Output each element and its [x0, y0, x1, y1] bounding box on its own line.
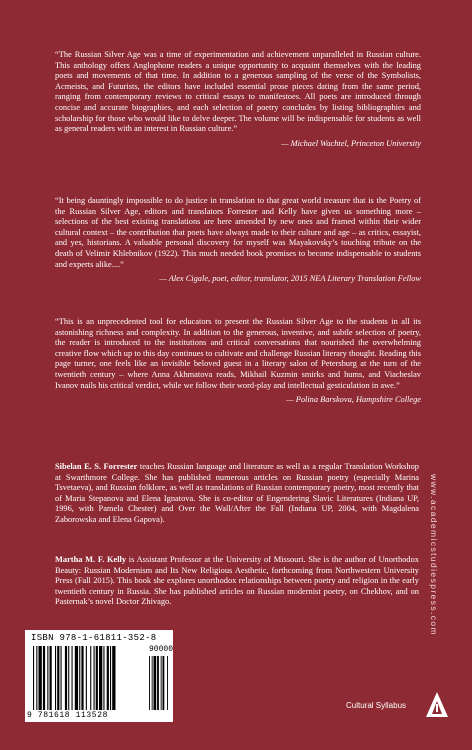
website-text: www.academicstudiespress.com	[429, 473, 439, 637]
quote-text: “It being dauntingly impossible to do justice in translation to that great world treasure that is the Poetry of the Russian Silver Age, editors and translators Forrester and Kelly have given us something more – selections of the best existing translations are here amended by new ones and framed within their wider cultural context – the contribution that poets have always made to their culture and age – as critics, essayist, and yes, historians. A valuable personal discovery for myself was Mayakovsky’s touching tribute on the death of Velimir Khlebnikov (1922). This much needed book promises to become indispensable to students and experts alike....”	[55, 196, 421, 269]
quote-attribution: — Michael Wachtel, Princeton University	[281, 138, 421, 148]
series-name: Cultural Syllabus	[346, 701, 407, 710]
bio-kelly	[55, 555, 419, 608]
quote-attribution: — Polina Barskova, Hampshire College	[286, 395, 421, 405]
author-name: Martha M. F. Kelly	[55, 555, 127, 564]
author-name: Sibelan E. S. Forrester	[55, 462, 138, 471]
quote-2	[55, 196, 421, 285]
quote-1	[55, 50, 421, 149]
isbn-label: ISBN 978-1-61811-352-8	[31, 633, 157, 643]
author-bio: teaches Russian language and literature as well as a regular Translation Workshop at Swarthmore College. She has published numerous articles on Russian poetry (especially Marina Tsvetaeva), and Russian folklore, as well as translations of Russian contemporary poetry, most recently that of Maria Stepanova and Elena Ignatova. She is co-editor of Engendering Slavic Literatures (Indiana UP, 1996, with Pamela Chester) and Over the Wall/After the Fall (Indiana UP, 2004, with Magdalena Zaborowska and Elena Gapova).	[55, 462, 419, 524]
barcode-bars-icon	[25, 630, 173, 722]
quote-text: “This is an unprecedented tool for educators to present the Russian Silver Age to the students in all its astonishing richness and complexity. In addition to the generous, inventive, and subtle selection of poetry, the reader is introduced to the institutions and critical conversations that nourished the overwhelming creative flow which up to this day continues to cultivate and challenge Russian literary thought. Reading this page turner, one feels like an invisible beloved guest in a literary salon of Petersburg at the turn of the twentieth century – where Anna Akhmatova reads, Mikhail Kuzmin smirks and hums, and Viacheslav Ivanov nails his critical verdict, while we follow their word-play and intellectual gesticulation in awe.”	[55, 317, 421, 390]
barcode	[25, 630, 173, 722]
publisher-logo-icon	[424, 690, 450, 720]
quote-attribution: — Alex Cigale, poet, editor, translator, 2015 NEA Literary Translation Fellow	[159, 274, 421, 284]
price-code: 90000	[149, 645, 174, 654]
barcode-digits: 9 781618 113528	[27, 711, 109, 720]
quote-3	[55, 317, 421, 406]
quote-text: “The Russian Silver Age was a time of experimentation and achievement unparalleled in Russian culture. This anthology offers Anglophone readers a unique opportunity to acquaint themselves with the leading poets and movements of that time. In addition to a generous sampling of the verse of the Symbolists, Acmeists, and Futurists, the editors have included essential prose pieces dating from the same period, ranging from contemporary reviews to critical essays to manifestoes. All poets are introduced through concise and accurate biographies, and each selection of poetry concludes by listing bibliographies and scholarship for those who would like to delve deeper. The volume will be indispensable for students as well as general readers with an interest in Russian culture.”	[55, 50, 421, 134]
author-bio: is Assistant Professor at the University of Missouri. She is the author of Unorthodox Beauty: Russian Modernism and Its New Religious Aesthetic, forthcoming from Northwestern University Press (Fall 2015). This book she explores unorthodox relationships between poetry and religion in the early twentieth century in Russia. She has published articles on Russian modernist poetry, on Chekhov, and on Pasternak’s novel Doctor Zhivago.	[55, 555, 419, 607]
bio-forrester	[55, 462, 419, 526]
publisher-website[interactable]	[426, 420, 442, 690]
